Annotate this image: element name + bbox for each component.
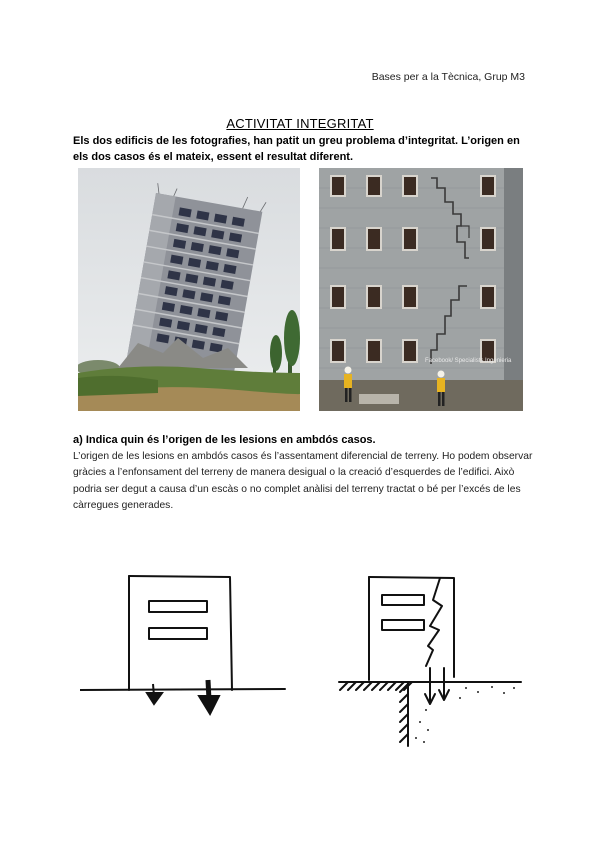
settlement-crack-sketch <box>336 570 526 755</box>
document-header: Bases per a la Tècnica, Grup M3 <box>371 71 525 83</box>
page-title: ACTIVITAT INTEGRITAT <box>226 116 374 131</box>
intro-paragraph: Els dos edificis de les fotografies, han patit un greu problema d’integritat. L’origen en els dos casos és el mateix, essent el resultat diferent. <box>73 135 520 163</box>
leaning-building-photo <box>78 168 300 411</box>
cracked-building-photo <box>319 168 523 411</box>
question-answer: L’origen de les lesions en ambdós casos és l’assentament diferencial de terreny. Ho podem observar gràcies a l’enfonsament del terreny de manera desigual o la creació d’esquerdes de l’edifici. Això podria ser degut a causa d’un escàs o no complet anàlisi del terreny tractat o bé per l’excés de les càrregues generades. <box>73 451 533 511</box>
settlement-tilt-sketch <box>80 568 290 723</box>
question-title: a) Indica quin és l’origen de les lesions en ambdós casos. <box>73 434 376 446</box>
photo-watermark: Facebook/ Specialists Ingenieria <box>425 358 512 364</box>
